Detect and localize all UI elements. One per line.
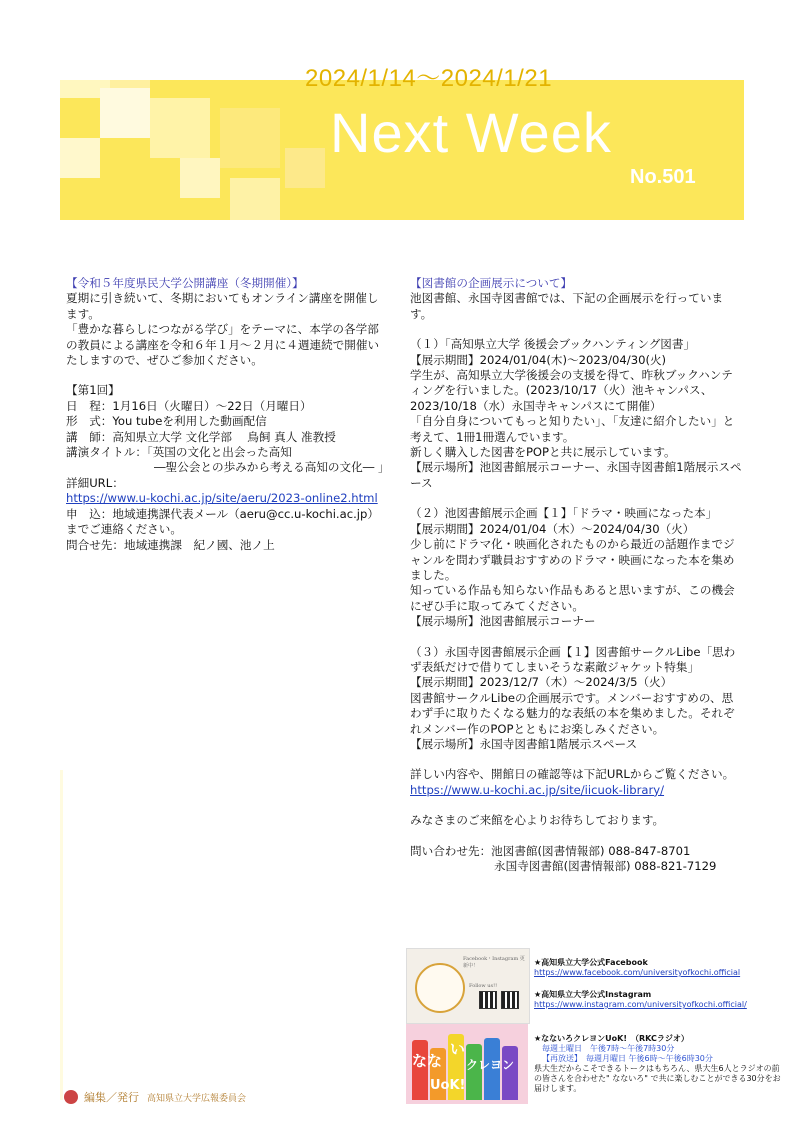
right-column bbox=[410, 276, 742, 874]
instagram-label: ★高知県立大学公式Instagram bbox=[534, 990, 652, 999]
crayon-word: い bbox=[450, 1040, 466, 1058]
deco-square bbox=[60, 138, 100, 178]
deco-square bbox=[220, 108, 280, 168]
page-title: Next Week bbox=[330, 101, 612, 164]
deco-square bbox=[285, 148, 325, 188]
section-heading: 【令和５年度県民大学公開講座（冬期開催）】 bbox=[66, 276, 304, 290]
image-caption: Facebook・Instagram 更新中！ bbox=[463, 956, 525, 969]
paragraph: 池図書館、永国寺図書館では、下記の企画展示を行っています。 bbox=[410, 291, 724, 321]
event-lecturer: 講 師：高知県立大学 文化学部 鳥飼 真人 准教授 bbox=[66, 429, 336, 444]
radio-description: 県大生だからこそできるトークはもちろん、県大生6人とラジオの前の皆さんを合わせた" なないろ" で共に楽しむことができる30分をお届けします。 bbox=[534, 1064, 781, 1093]
apply-info: 申 込：地域連携課代表メール（aeru@cc.u-kochi.ac.jp）までご連絡ください。 bbox=[66, 506, 379, 537]
section-heading: 【図書館の企画展示について】 bbox=[410, 276, 573, 290]
exhibit-quote: 「自分自身についてもっと知りたい」、「友達に紹介したい」と考えて、1冊1冊選んでいます。 bbox=[410, 414, 735, 444]
paragraph: 「豊かな暮らしにつながる学び」をテーマに、本学の各学部の教員による講座を令和６年１月～２月に４週連続で開催いたしますので、ぜひご参加ください。 bbox=[66, 322, 380, 368]
facebook-label: ★高知県立大学公式Facebook bbox=[534, 958, 648, 967]
details-note: 詳しい内容や、開館日の確認等は下記URLからご覧ください。 bbox=[410, 767, 735, 782]
deco-square bbox=[180, 158, 220, 198]
exhibit-period: 【展示期間】2024/01/04(木)～2023/04/30(火) bbox=[410, 352, 667, 367]
image-follow-text: Follow us!! bbox=[469, 983, 498, 989]
library-link[interactable]: https://www.u-kochi.ac.jp/site/iicuok-library/ bbox=[410, 782, 665, 797]
inquiry-eikokuji: 永国寺図書館(図書情報部) 088-821-7129 bbox=[494, 859, 717, 873]
exhibit-title: （３）永国寺図書館展示企画【１】図書館サークルLibe「思わず表紙だけで借りてしまいそうな素敵ジャケット特集」 bbox=[410, 644, 736, 674]
left-column bbox=[66, 276, 390, 553]
facebook-block bbox=[534, 958, 784, 978]
talk-subtitle: ―聖公会との歩みから考える高知の文化― 」 bbox=[154, 460, 390, 475]
exhibit-note: 知っている作品も知らない作品もあると思いますが、この機会にぜひ手に取ってみてください。 bbox=[410, 583, 735, 613]
radio-rerun: 【再放送】 毎週月曜日 午後6時～午後6時30分 bbox=[542, 1054, 713, 1063]
exhibit-title: （１）「高知県立大学 後援会ブックハンティング図書」 bbox=[410, 337, 696, 352]
facebook-link[interactable]: https://www.facebook.com/universityofkochi.official bbox=[534, 968, 741, 977]
date-range: 2024/1/14～2024/1/21 bbox=[305, 65, 553, 92]
exhibit-place: 【展示場所】池図書館展示コーナー、永国寺図書館1階展示スペース bbox=[410, 460, 742, 490]
welcome-text: みなさまのご来館を心よりお待ちしております。 bbox=[410, 813, 665, 828]
footer-org: 高知県立大学広報委員会 bbox=[147, 1094, 247, 1104]
social-media-image bbox=[406, 948, 530, 1024]
session-label: 【第1回】 bbox=[66, 383, 120, 398]
exhibit-period: 【展示期間】2023/12/7（木）～2024/3/5（火） bbox=[410, 675, 673, 690]
exhibit-title: （２）池図書館展示企画【１】「ドラマ・映画になった本」 bbox=[410, 506, 718, 521]
instagram-link[interactable]: https://www.instagram.com/universityofkochi.official/ bbox=[534, 1000, 747, 1009]
crayon-word: UoK! bbox=[430, 1078, 466, 1093]
contact-info: 問合せ先：地域連携課 紀ノ國、池ノ上 bbox=[66, 537, 275, 552]
exhibit-note: 新しく購入した図書をPOPと共に展示しています。 bbox=[410, 445, 676, 460]
qr-code-icon bbox=[501, 991, 519, 1009]
university-logo-icon bbox=[64, 1090, 78, 1104]
exhibit-place: 【展示場所】永国寺図書館1階展示スペース bbox=[410, 736, 638, 751]
radio-program-image bbox=[406, 1024, 528, 1104]
exhibit-period: 【展示期間】2024/01/04（木）～2024/04/30（火） bbox=[410, 521, 695, 536]
event-format: 形 式：You tubeを利用した動画配信 bbox=[66, 414, 267, 429]
crayon-word: クレヨン bbox=[466, 1058, 515, 1072]
deco-square bbox=[150, 98, 210, 158]
talk-title: 講演タイトル：「英国の文化と出会った高知 bbox=[66, 445, 292, 460]
deco-square bbox=[230, 178, 280, 220]
divider bbox=[60, 770, 63, 1100]
radio-block bbox=[534, 1034, 784, 1094]
inquiry-ike: 問い合わせ先：池図書館(図書情報部) 088-847-8701 bbox=[410, 843, 691, 858]
instagram-block bbox=[534, 990, 784, 1010]
footer bbox=[84, 1089, 246, 1105]
deco-square bbox=[100, 88, 150, 138]
url-label: 詳細URL： bbox=[66, 475, 124, 490]
exhibit-body: 図書館サークルLibeの企画展示です。メンバーおすすめの、思わず手に取りたくなる魅力的な表紙の本を集めました。それぞれメンバー作のPOPとともにお楽しみください。 bbox=[410, 690, 735, 736]
exhibit-body: 少し前にドラマ化・映画化されたものから最近の話題作までジャンルを問わず職員おすすめのドラマ・映画になった本を集めました。 bbox=[410, 537, 735, 582]
crayon-word: なな bbox=[412, 1052, 443, 1070]
issue-number: No.501 bbox=[630, 166, 696, 188]
radio-time: 毎週土曜日 午後7時～午後7時30分 bbox=[542, 1044, 675, 1053]
event-date: 日 程：1月16日（火曜日）～22日（月曜日） bbox=[66, 398, 312, 413]
mascot-icon bbox=[415, 963, 465, 1013]
detail-link[interactable]: https://www.u-kochi.ac.jp/site/aeru/2023-online2.html bbox=[66, 491, 378, 506]
exhibit-body: 学生が、高知県立大学後援会の支援を得て、昨秋ブックハンティングを行いました。(2023/10/17（火）池キャンパス、2023/10/18（水）永国寺キャンパスにて開催） bbox=[410, 368, 733, 413]
qr-code-icon bbox=[479, 991, 497, 1009]
paragraph: 夏期に引き続いて、冬期においてもオンライン講座を開催します。 bbox=[66, 291, 379, 321]
exhibit-place: 【展示場所】池図書館展示コーナー bbox=[410, 614, 596, 629]
footer-label: 編集／発行 bbox=[84, 1091, 139, 1104]
crayon-icon bbox=[502, 1046, 518, 1100]
radio-label: ★なないろクレヨンUoK! （RKCラジオ） bbox=[534, 1034, 689, 1043]
